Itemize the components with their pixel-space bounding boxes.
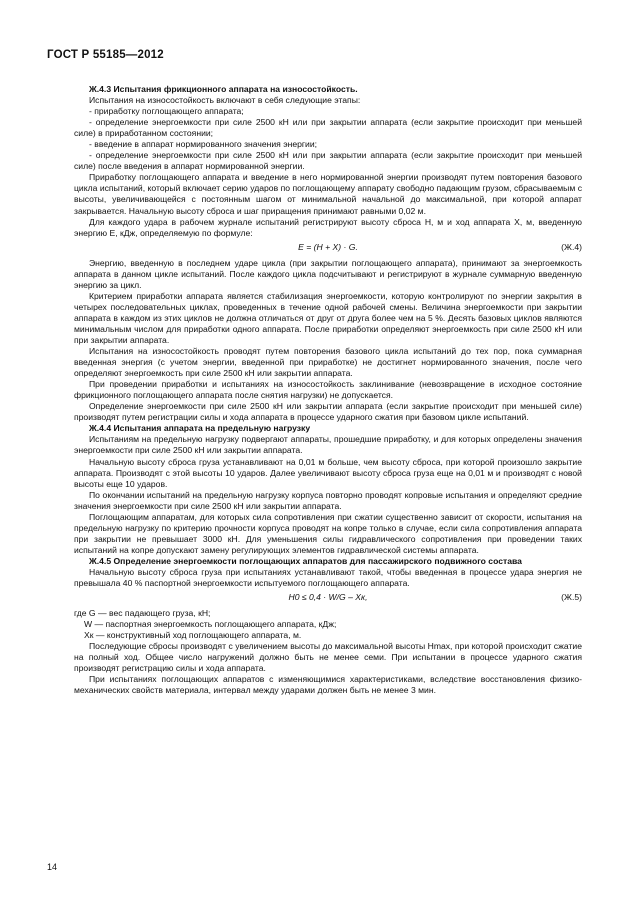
page-number: 14: [47, 862, 58, 872]
section-heading-j44: Ж.4.4 Испытания аппарата на предельную нагрузку: [89, 423, 311, 434]
formula-j4: [74, 240, 582, 255]
paragraph: Испытания на износостойкость проводят путем повторения базового цикла испытаний до тех пор, пока суммарная введенная энергия (с учетом энергии, введенной при приработке) не достигнет нормированного значения, после чего определяют энергоемкость при силе 2500 кН или закрытии аппарата.: [74, 346, 582, 379]
paragraph: Критерием приработки аппарата является стабилизация энергоемкости, которую контролируют по энергии закрытия в четырех последовательных циклах, проведенных в течение одной рабочей смены. Величина энергоемкости при закрытии аппарата в каждом из этих циклов не должна отличаться от друг от друга более чем на 5 %. Десять базовых циклов являются минимальным числом для приработки одного аппарата. После приработки определяют энергоемкость при силе 2500 кН или при закрытии аппарата.: [74, 290, 582, 345]
paragraph: Для каждого удара в рабочем журнале испытаний регистрируют высоту сброса H, м и ход аппарата X, м, введенную энергию E, кДж, определяемую по формуле:: [74, 216, 582, 238]
legend-row: Xк — конструктивный ход поглощающего аппарата, м.: [84, 630, 302, 641]
document-header: ГОСТ Р 55185—2012: [47, 49, 164, 61]
paragraph: Начальную высоту сброса груза устанавливают на 0,01 м больше, чем высоту сброса, при которой произошло закрытие аппарата. Производят с этой высоты 10 ударов. Далее увеличивают высоту сброса груза еще на 0,01 м и производят с новой высоты еще 10 ударов.: [74, 456, 582, 489]
section-heading-j43: Ж.4.3 Испытания фрикционного аппарата на износостойкость.: [89, 84, 358, 94]
legend-row: где G — вес падающего груза, кН;: [74, 608, 211, 619]
paragraph: Определение энергоемкости при силе 2500 кН или закрытии аппарата (если закрытие происходит при меньшей силе) производят путем регистрации силы и хода аппарата в процессе ударного сжатия при базовом цикле испытаний.: [74, 401, 582, 423]
formula-number: (Ж.4): [561, 241, 582, 252]
paragraph: Поглощающим аппаратам, для которых сила сопротивления при сжатии существенно зависит от скорости, испытания на предельную нагрузку по критерию прочности корпуса проводят на копре только в случае, если сила сопротивления аппарата при закрытии не превышает 3000 кН. Для уменьшения силы гидравлического сопротивления при проведении таких испытаний на копре допускают замену регулирующих элементов гидравлической системы аппарата.: [74, 511, 582, 555]
formula-legend: [74, 608, 582, 641]
paragraph: Последующие сбросы производят с увеличением высоты до максимальной высоты Hmax, при которой происходит сжатие на полный ход. Общее число нагружений должно быть не менее семи. При испытании в процессе ударного сжатия производят регистрацию силы и хода аппарата.: [74, 641, 582, 674]
formula-number: (Ж.5): [561, 592, 582, 603]
paragraph: При испытаниях поглощающих аппаратов с изменяющимися характеристиками, вследствие восстановления физико-механических свойств материала, интервал между ударами должен быть не менее 3 мин.: [74, 674, 582, 696]
list-item: - введение в аппарат нормированного значения энергии;: [89, 139, 318, 150]
paragraph: Начальную высоту сброса груза при испытаниях устанавливают такой, чтобы введенная в процессе удара энергия не превышала 40 % паспортной энергоемкости испытуемого поглощающего аппарата.: [74, 566, 582, 589]
formula-expression: E = (H + X) · G.: [298, 241, 358, 252]
paragraph: Испытания на износостойкость включают в себя следующие этапы:: [89, 95, 361, 106]
paragraph: По окончании испытаний на предельную нагрузку корпуса повторно проводят копровые испытания и определяют средние значения энергоемкости при силе 2500 кН или закрытии аппарата.: [74, 489, 582, 511]
paragraph: Испытаниям на предельную нагрузку подвергают аппараты, прошедшие приработку, и для которых определены значения энергоемкости при силе 2500 кН или закрытии аппарата.: [74, 434, 582, 456]
paragraph: При проведении приработки и испытаниях на износостойкость заклинивание (невозвращение в исходное состояние фрикционного поглощающего аппарата после снятия нагрузки) не допускается.: [74, 379, 582, 401]
formula-expression: H0 ≤ 0,4 · W/G – Xк,: [288, 592, 368, 603]
list-item: - приработку поглощающего аппарата;: [89, 106, 244, 117]
section-heading-j45: Ж.4.5 Определение энергоемкости поглощающих аппаратов для пассажирского подвижного состава: [89, 555, 522, 566]
list-item: - определение энергоемкости при силе 2500 кН или при закрытии аппарата (если закрытие происходит при меньшей силе) в приработанном состоянии;: [74, 117, 582, 139]
formula-j5: [74, 590, 582, 605]
document-body: [74, 84, 582, 696]
paragraph: Приработку поглощающего аппарата и введение в него нормированной энергии производят путем повторения базового цикла испытаний, который включает серию ударов по поглощающему аппарату свободно падающим грузом, сбрасываемым с высоты, увеличивающейся с постоянным шагом от минимальной начальной до максимальной, при которой аппарат закрывается. Начальную высоту сброса и шаг приращения принимают равными 0,02 м.: [74, 172, 582, 216]
list-item: - определение энергоемкости при силе 2500 кН или при закрытии аппарата (если закрытие происходит при меньшей силе) после введения в аппарат нормированной энергии.: [74, 150, 582, 172]
legend-row: W — паспортная энергоемкость поглощающего аппарата, кДж;: [84, 619, 337, 630]
paragraph: Энергию, введенную в последнем ударе цикла (при закрытии поглощающего аппарата), принимают за энергоемкость аппарата в данном цикле испытаний. После каждого цикла подсчитывают и регистрируют в журнале суммарную введенную энергию за цикл.: [74, 257, 582, 290]
